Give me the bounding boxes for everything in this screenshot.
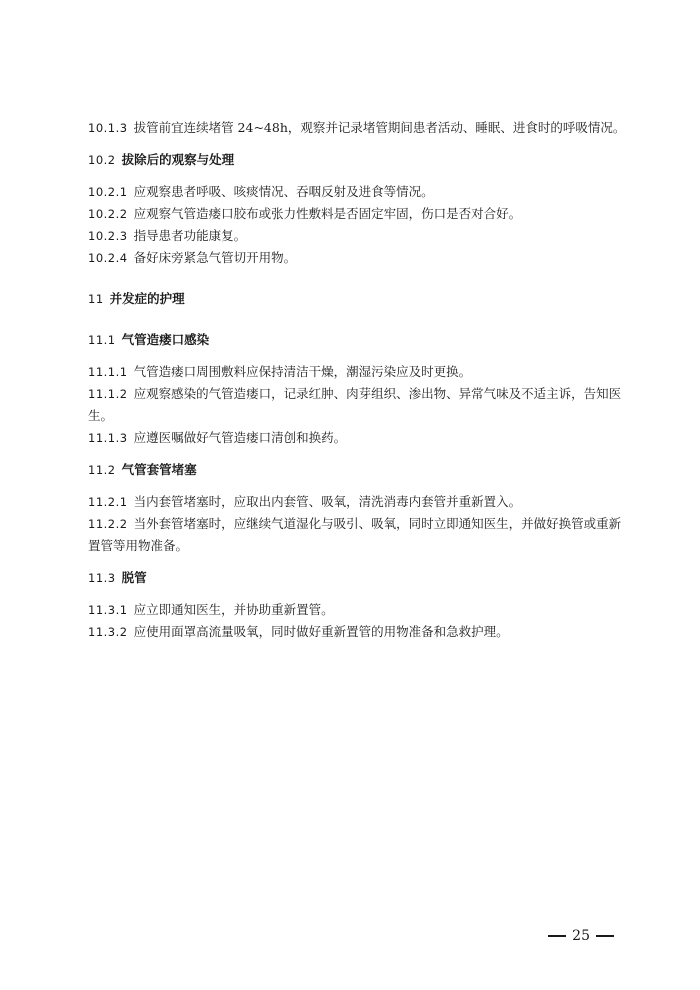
clause-text: 指导患者功能康复。 bbox=[133, 228, 247, 243]
clause-number: 10.2.3 bbox=[88, 229, 128, 243]
clause-text-continuation: 生。 bbox=[88, 408, 114, 423]
clause-10-2-1 bbox=[88, 181, 628, 203]
clause-text: 应立即通知医生，并协助重新置管。 bbox=[133, 602, 334, 617]
clause-text: 气管造瘘口周围敷料应保持清洁干燥，潮湿污染应及时更换。 bbox=[133, 364, 472, 379]
clause-number: 10.2.2 bbox=[88, 207, 128, 221]
clause-text: 应使用面罩高流量吸氧，同时做好重新置管的用物准备和急救护理。 bbox=[133, 624, 509, 639]
section-number: 11.1 bbox=[88, 333, 116, 347]
clause-number: 11.2.1 bbox=[88, 495, 128, 509]
clause-number: 11.1.2 bbox=[88, 387, 128, 401]
clause-10-2-3 bbox=[88, 225, 628, 247]
clause-10-2-4 bbox=[88, 247, 628, 269]
clause-10-2-2 bbox=[88, 203, 628, 225]
clause-11-3-2 bbox=[88, 621, 628, 643]
clause-number: 10.2.4 bbox=[88, 251, 128, 265]
section-number: 10.2 bbox=[88, 153, 116, 167]
clause-11-3-1 bbox=[88, 599, 628, 621]
clause-text: 应观察患者呼吸、咳痰情况、吞咽反射及进食等情况。 bbox=[133, 184, 434, 199]
page-number: 25 bbox=[572, 928, 590, 944]
section-number: 11.3 bbox=[88, 571, 116, 585]
section-heading-11-2 bbox=[88, 459, 628, 481]
clause-text: 当外套管堵塞时，应继续气道湿化与吸引、吸氧，同时立即通知医生，并做好换管或重新 bbox=[133, 516, 622, 531]
footer-dash-right bbox=[596, 935, 614, 937]
chapter-title: 并发症的护理 bbox=[109, 291, 185, 306]
clause-11-1-2 bbox=[88, 383, 628, 427]
clause-number: 11.2.2 bbox=[88, 517, 128, 531]
clause-text: 应观察气管造瘘口胶布或张力性敷料是否固定牢固，伤口是否对合好。 bbox=[133, 206, 522, 221]
footer-dash-left bbox=[548, 935, 566, 937]
clause-11-1-3 bbox=[88, 427, 628, 449]
clause-text: 应观察感染的气管造瘘口，记录红肿、肉芽组织、渗出物、异常气味及不适主诉，告知医 bbox=[133, 386, 622, 401]
section-number: 11.2 bbox=[88, 463, 116, 477]
clause-text-continuation: 置管等用物准备。 bbox=[88, 538, 189, 553]
section-title: 气管造瘘口感染 bbox=[121, 332, 210, 347]
page-footer bbox=[548, 928, 614, 944]
document-body bbox=[88, 117, 628, 643]
clause-10-1-3 bbox=[88, 117, 628, 139]
clause-text: 应遵医嘱做好气管造瘘口清创和换药。 bbox=[133, 430, 347, 445]
clause-number: 11.3.1 bbox=[88, 603, 128, 617]
clause-11-2-1 bbox=[88, 491, 628, 513]
section-title: 脱管 bbox=[121, 570, 147, 585]
clause-number: 10.1.3 bbox=[88, 121, 128, 135]
section-heading-11-3 bbox=[88, 567, 628, 589]
chapter-number: 11 bbox=[88, 292, 104, 306]
section-title: 气管套管堵塞 bbox=[121, 462, 197, 477]
clause-text: 备好床旁紧急气管切开用物。 bbox=[133, 250, 297, 265]
clause-number: 10.2.1 bbox=[88, 185, 128, 199]
clause-11-1-1 bbox=[88, 361, 628, 383]
section-heading-11-1 bbox=[88, 329, 628, 351]
section-title: 拔除后的观察与处理 bbox=[121, 152, 235, 167]
clause-text: 拔管前宜连续堵管 24~48h，观察并记录堵管期间患者活动、睡眠、进食时的呼吸情况。 bbox=[133, 120, 626, 135]
clause-11-2-2 bbox=[88, 513, 628, 557]
clause-number: 11.1.3 bbox=[88, 431, 128, 445]
clause-number: 11.1.1 bbox=[88, 365, 128, 379]
section-heading-10-2 bbox=[88, 149, 628, 171]
clause-number: 11.3.2 bbox=[88, 625, 128, 639]
chapter-heading-11 bbox=[88, 288, 628, 310]
clause-text: 当内套管堵塞时，应取出内套管、吸氧，清洗消毒内套管并重新置入。 bbox=[133, 494, 522, 509]
